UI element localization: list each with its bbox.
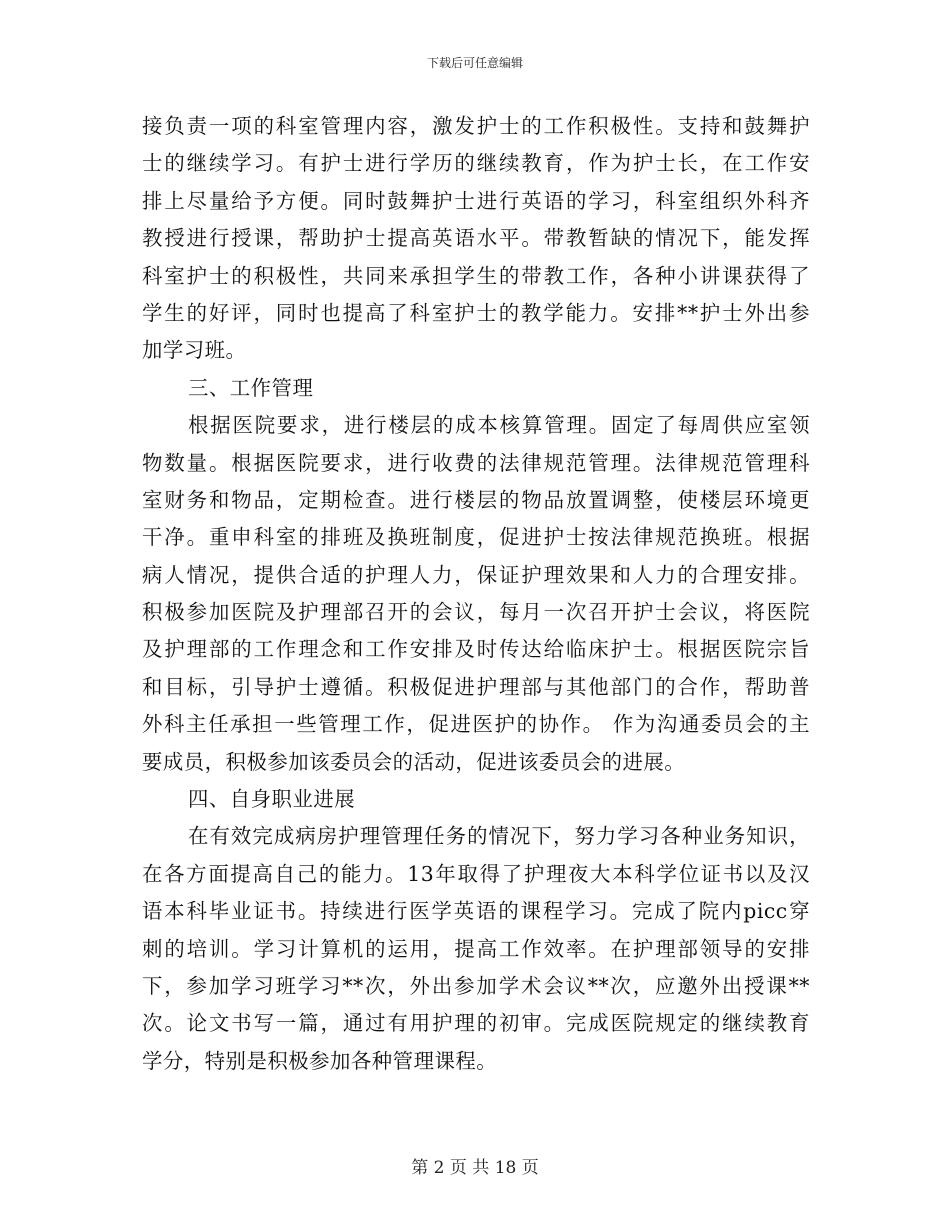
text-line: 病人情况，提供合适的护理人力，保证护理效果和人力的合理安排。: [142, 562, 810, 587]
text-line: 排上尽量给予方便。同时鼓舞护士进行英语的学习，科室组织外科齐: [142, 188, 810, 213]
page-number: 第 2 页 共 18 页: [411, 1158, 539, 1178]
text-line: 次。论文书写一篇，通过有用护理的初审。完成医院规定的继续教育: [142, 1011, 810, 1036]
text-line: 接负责一项的科室管理内容，激发护士的工作积极性。支持和鼓舞护: [142, 114, 810, 138]
text-line: 语本科毕业证书。持续进行医学英语的课程学习。完成了院内picc穿: [142, 899, 810, 924]
text-line: 在各方面提高自己的能力。13年取得了护理夜大本科学位证书以及汉: [142, 861, 810, 886]
text-line: 科室护士的积极性，共同来承担学生的带教工作，各种小讲课获得了: [142, 263, 810, 288]
text-line: 室财务和物品，定期检查。进行楼层的物品放置调整，使楼层环境更: [142, 487, 810, 512]
text-line: 根据医院要求，进行楼层的成本核算管理。固定了每周供应室领: [188, 413, 810, 438]
text-line: 在有效完成病房护理管理任务的情况下，努力学习各种业务知识，: [188, 824, 810, 849]
text-line: 士的继续学习。有护士进行学历的继续教育，作为护士长，在工作安: [142, 151, 810, 176]
text-line: 学生的好评，同时也提高了科室护士的教学能力。安排**护士外出参: [142, 300, 810, 325]
text-line: 要成员，积极参加该委员会的活动，促进该委员会的进展。: [142, 749, 686, 774]
text-line: 干净。重申科室的排班及换班制度，促进护士按法律规范换班。根据: [142, 525, 810, 550]
text-line: 物数量。根据医院要求，进行收费的法律规范管理。法律规范管理科: [142, 450, 810, 475]
text-line: 外科主任承担一些管理工作，促进医护的协作。 作为沟通委员会的主: [142, 712, 810, 737]
page-header: 下载后可任意编辑: [426, 56, 523, 70]
text-line: 教授进行授课，帮助护士提高英语水平。带教暂缺的情况下，能发挥: [142, 226, 810, 251]
text-line: 积极参加医院及护理部召开的会议，每月一次召开护士会议，将医院: [142, 600, 810, 625]
text-line: 下，参加学习班学习**次，外出参加学术会议**次，应邀外出授课**: [142, 973, 810, 998]
text-line: 学分，特别是积极参加各种管理课程。: [142, 1048, 498, 1073]
section-heading: 三、工作管理: [188, 375, 314, 400]
text-line: 及护理部的工作理念和工作安排及时传达给临床护士。根据医院宗旨: [142, 637, 810, 662]
section-heading: 四、自身职业进展: [188, 787, 356, 812]
text-line: 和目标，引导护士遵循。积极促进护理部与其他部门的合作，帮助普: [142, 674, 810, 699]
text-line: 刺的培训。学习计算机的运用，提高工作效率。在护理部领导的安排: [142, 936, 810, 961]
text-line: 加学习班。: [142, 338, 247, 363]
document-body: [142, 108, 810, 1080]
